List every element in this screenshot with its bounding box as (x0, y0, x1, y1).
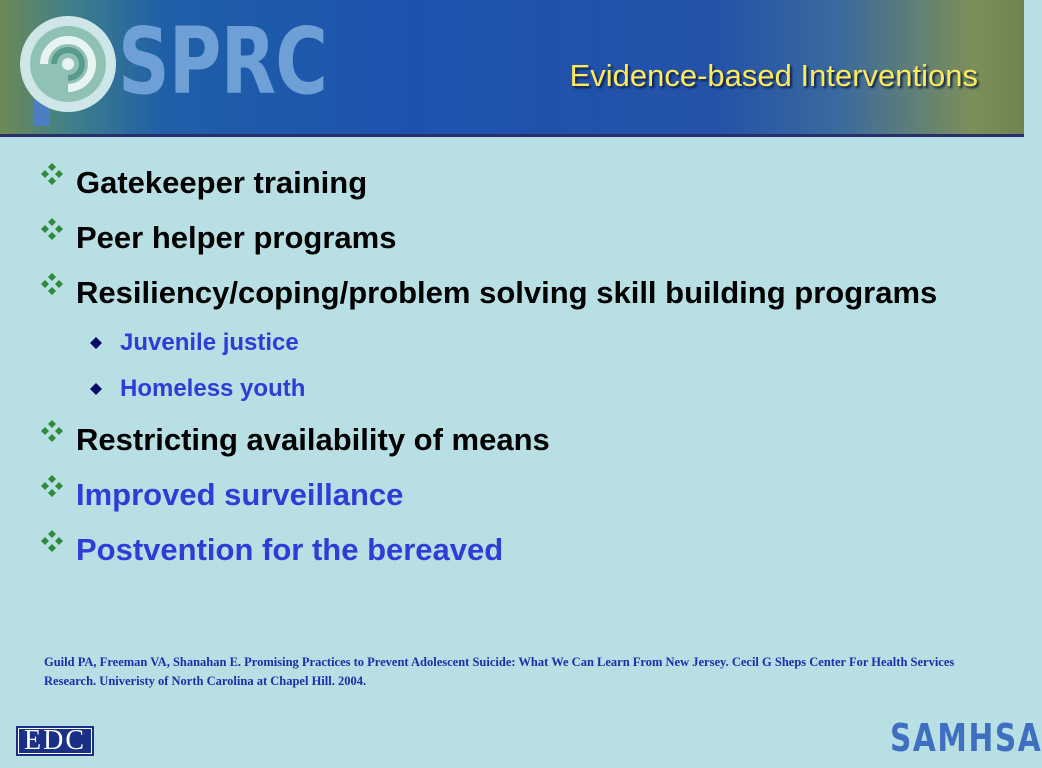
small-diamond-bullet-icon (90, 337, 102, 349)
diamond-bullet-icon (40, 529, 64, 553)
bullet-item (40, 472, 980, 518)
bullet-label: Resiliency/coping/problem solving skill building programs (76, 275, 938, 310)
sub-bullet-item (40, 371, 980, 407)
sub-bullet-label: Homeless youth (120, 375, 306, 402)
diamond-bullet-icon (40, 272, 64, 296)
bullet-item (40, 160, 980, 206)
edc-logo: EDC (16, 726, 94, 756)
sprc-logo-icon (8, 6, 114, 130)
bullet-item (40, 417, 980, 463)
sub-bullet-label: Juvenile justice (120, 329, 299, 356)
small-diamond-bullet-icon (90, 383, 102, 395)
bullet-label: Postvention for the bereaved (76, 532, 504, 567)
header-banner (0, 0, 1024, 137)
sub-bullet-item (40, 325, 980, 361)
bullet-label: Improved surveillance (76, 477, 404, 512)
diamond-bullet-icon (40, 474, 64, 498)
bullet-item (40, 215, 980, 261)
bullet-label: Gatekeeper training (76, 165, 368, 200)
bullet-label: Restricting availability of means (76, 422, 550, 457)
bullet-label: Peer helper programs (76, 220, 397, 255)
bullet-list (40, 160, 980, 582)
bullet-item (40, 527, 980, 573)
citation-text: Guild PA, Freeman VA, Shanahan E. Promising Practices to Prevent Adolescent Suicide: What We Can Learn From New Jersey. Cecil G Sheps Center For Health Services Research. Univeristy of North Carolina at Chapel Hill. 2004. (44, 655, 955, 688)
diamond-bullet-icon (40, 162, 64, 186)
diamond-bullet-icon (40, 419, 64, 443)
samhsa-logo: SAMHSA (890, 716, 1042, 760)
diamond-bullet-icon (40, 217, 64, 241)
slide-title: Evidence-based Interventions (569, 58, 978, 93)
sprc-logo-text: SPRC (118, 8, 328, 115)
bullet-item (40, 270, 980, 316)
